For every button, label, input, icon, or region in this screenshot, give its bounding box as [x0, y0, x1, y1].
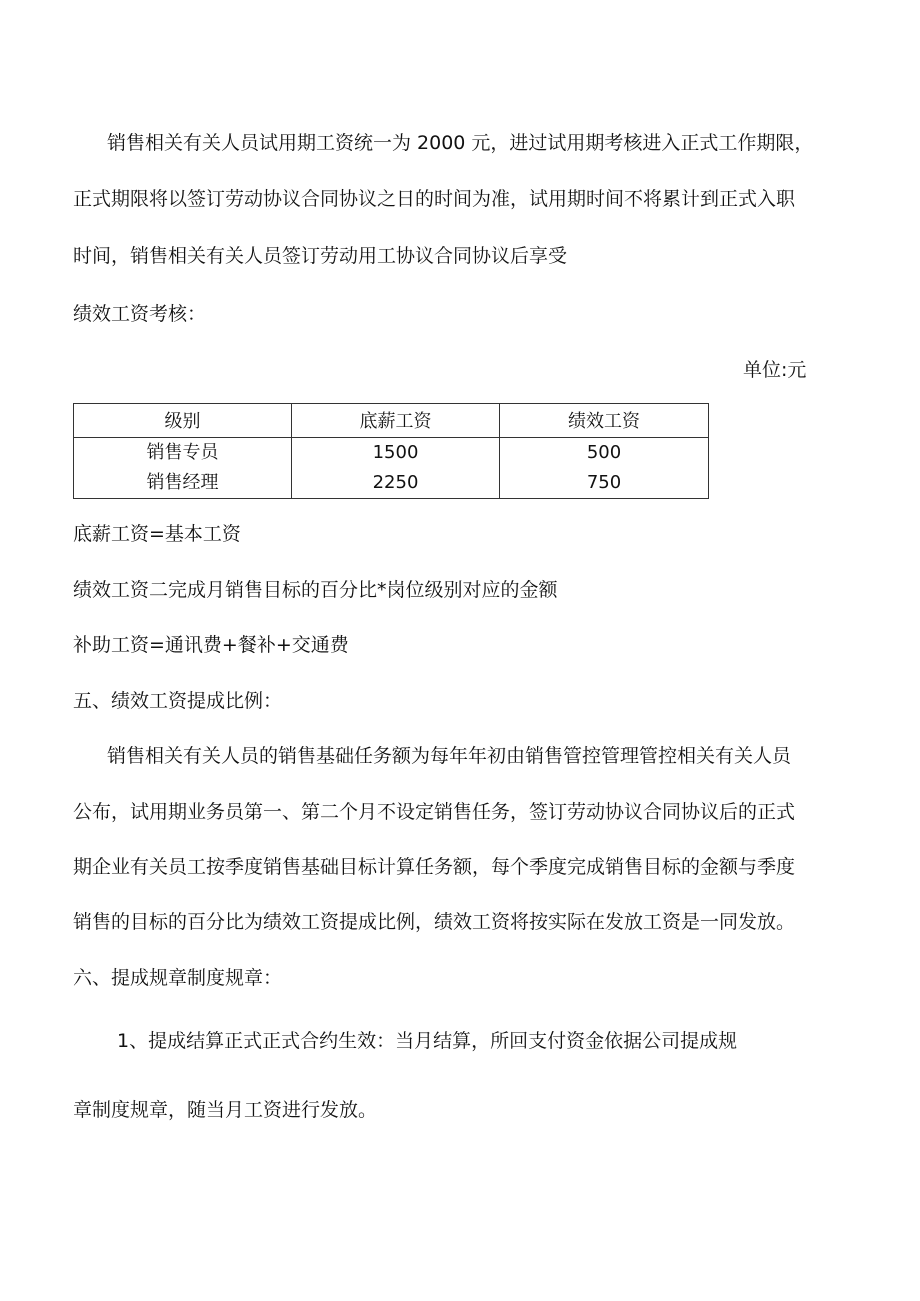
section-6-heading: 六、提成规章制度规章： — [73, 967, 283, 989]
table-row — [74, 468, 709, 499]
table-header-row — [74, 404, 709, 438]
header-performance-salary: 绩效工资 — [500, 404, 709, 438]
section-6-item-1-line-1: 1、提成结算正式正式合约生效：当月结算，所回支付资金依据公司提成规 — [117, 1030, 738, 1052]
performance-heading: 绩效工资考核： — [73, 303, 207, 325]
section-5-line-4: 销售的目标的百分比为绩效工资提成比例，绩效工资将按实际在发放工资是一同发放。 — [73, 911, 796, 933]
unit-label: 单位:元 — [743, 359, 807, 381]
section-5-heading: 五、绩效工资提成比例： — [73, 690, 283, 712]
cell-level: 销售专员 — [74, 438, 292, 469]
header-level: 级别 — [74, 404, 292, 438]
cell-base-salary: 2250 — [292, 468, 500, 499]
cell-performance-salary: 750 — [500, 468, 709, 499]
intro-line-1: 销售相关有关人员试用期工资统一为 2000 元，进过试用期考核进入正式工作期限， — [107, 132, 814, 154]
intro-line-2: 正式期限将以签订劳动协议合同协议之日的时间为准，试用期时间不将累计到正式入职 — [73, 188, 796, 210]
cell-base-salary: 1500 — [292, 438, 500, 469]
formula-base: 底薪工资=基本工资 — [73, 523, 241, 545]
section-6-item-1-line-2: 章制度规章，随当月工资进行发放。 — [73, 1099, 378, 1121]
salary-table — [73, 403, 709, 499]
table-row — [74, 438, 709, 469]
section-5-line-3: 期企业有关员工按季度销售基础目标计算任务额，每个季度完成销售目标的金额与季度 — [73, 856, 796, 878]
formula-allowance: 补助工资=通讯费+餐补+交通费 — [73, 634, 349, 656]
section-5-line-1: 销售相关有关人员的销售基础任务额为每年年初由销售管控管理管控相关有关人员 — [107, 745, 792, 767]
cell-performance-salary: 500 — [500, 438, 709, 469]
formula-performance: 绩效工资二完成月销售目标的百分比*岗位级别对应的金额 — [73, 579, 558, 601]
intro-line-3: 时间，销售相关有关人员签订劳动用工协议合同协议后享受 — [73, 245, 568, 267]
section-5-line-2: 公布，试用期业务员第一、第二个月不设定销售任务，签订劳动协议合同协议后的正式 — [73, 801, 796, 823]
cell-level: 销售经理 — [74, 468, 292, 499]
header-base-salary: 底薪工资 — [292, 404, 500, 438]
